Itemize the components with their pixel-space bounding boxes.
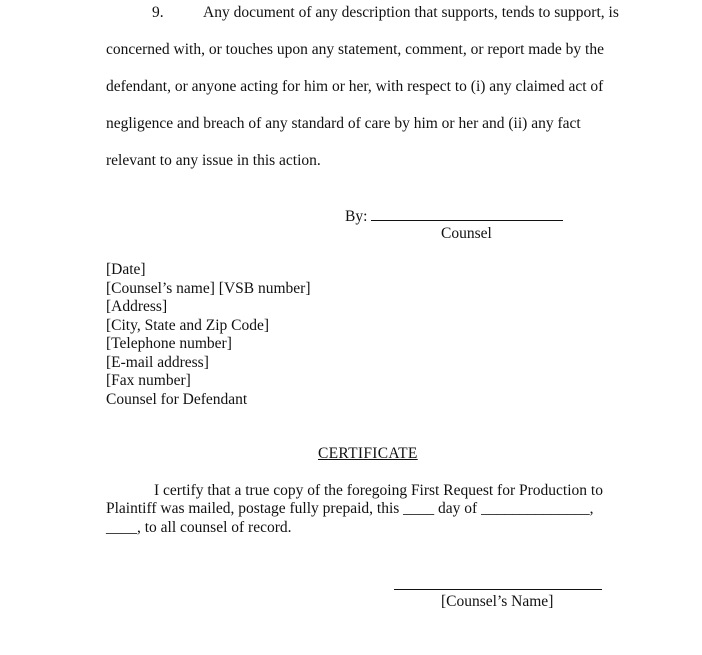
- certificate-line-3: ____, to all counsel of record.: [106, 519, 292, 536]
- certificate-title: CERTIFICATE: [318, 445, 418, 462]
- counsel-date: [Date]: [106, 261, 146, 278]
- counsel-email: [E-mail address]: [106, 353, 209, 371]
- paragraph-line-1: Any document of any description that supports, tends to support, is: [203, 4, 619, 21]
- footer-counsel-name: [Counsel’s Name]: [441, 593, 554, 610]
- paragraph-line-3: defendant, or anyone acting for him or her, with respect to (i) any claimed act of: [106, 78, 604, 95]
- counsel-name-vsb: [Counsel’s name] [VSB number]: [106, 279, 311, 297]
- counsel-telephone: [Telephone number]: [106, 335, 232, 352]
- counsel-address: [Address]: [106, 298, 168, 315]
- certificate-line-2: Plaintiff was mailed, postage fully prepaid, this ____ day of ______________,: [106, 500, 594, 517]
- footer-signature-line: [394, 589, 602, 590]
- signature-by-line: [345, 206, 563, 226]
- paragraph-line-2: concerned with, or touches upon any statement, comment, or report made by the: [106, 41, 604, 58]
- paragraph-line-4: negligence and breach of any standard of care by him or her and (ii) any fact: [106, 115, 581, 132]
- counsel-for-defendant: Counsel for Defendant: [106, 390, 248, 408]
- signature-blank: [371, 206, 563, 221]
- paragraph-line-5: relevant to any issue in this action.: [106, 152, 321, 169]
- certificate-line-1: I certify that a true copy of the foregoing First Request for Production to: [154, 482, 603, 499]
- signature-role: Counsel: [441, 225, 492, 242]
- paragraph-number: 9.: [152, 4, 164, 21]
- counsel-fax: [Fax number]: [106, 372, 191, 389]
- counsel-city-state-zip: [City, State and Zip Code]: [106, 316, 270, 334]
- signature-by-label: By:: [345, 208, 368, 225]
- counsel-info-block: [106, 261, 310, 409]
